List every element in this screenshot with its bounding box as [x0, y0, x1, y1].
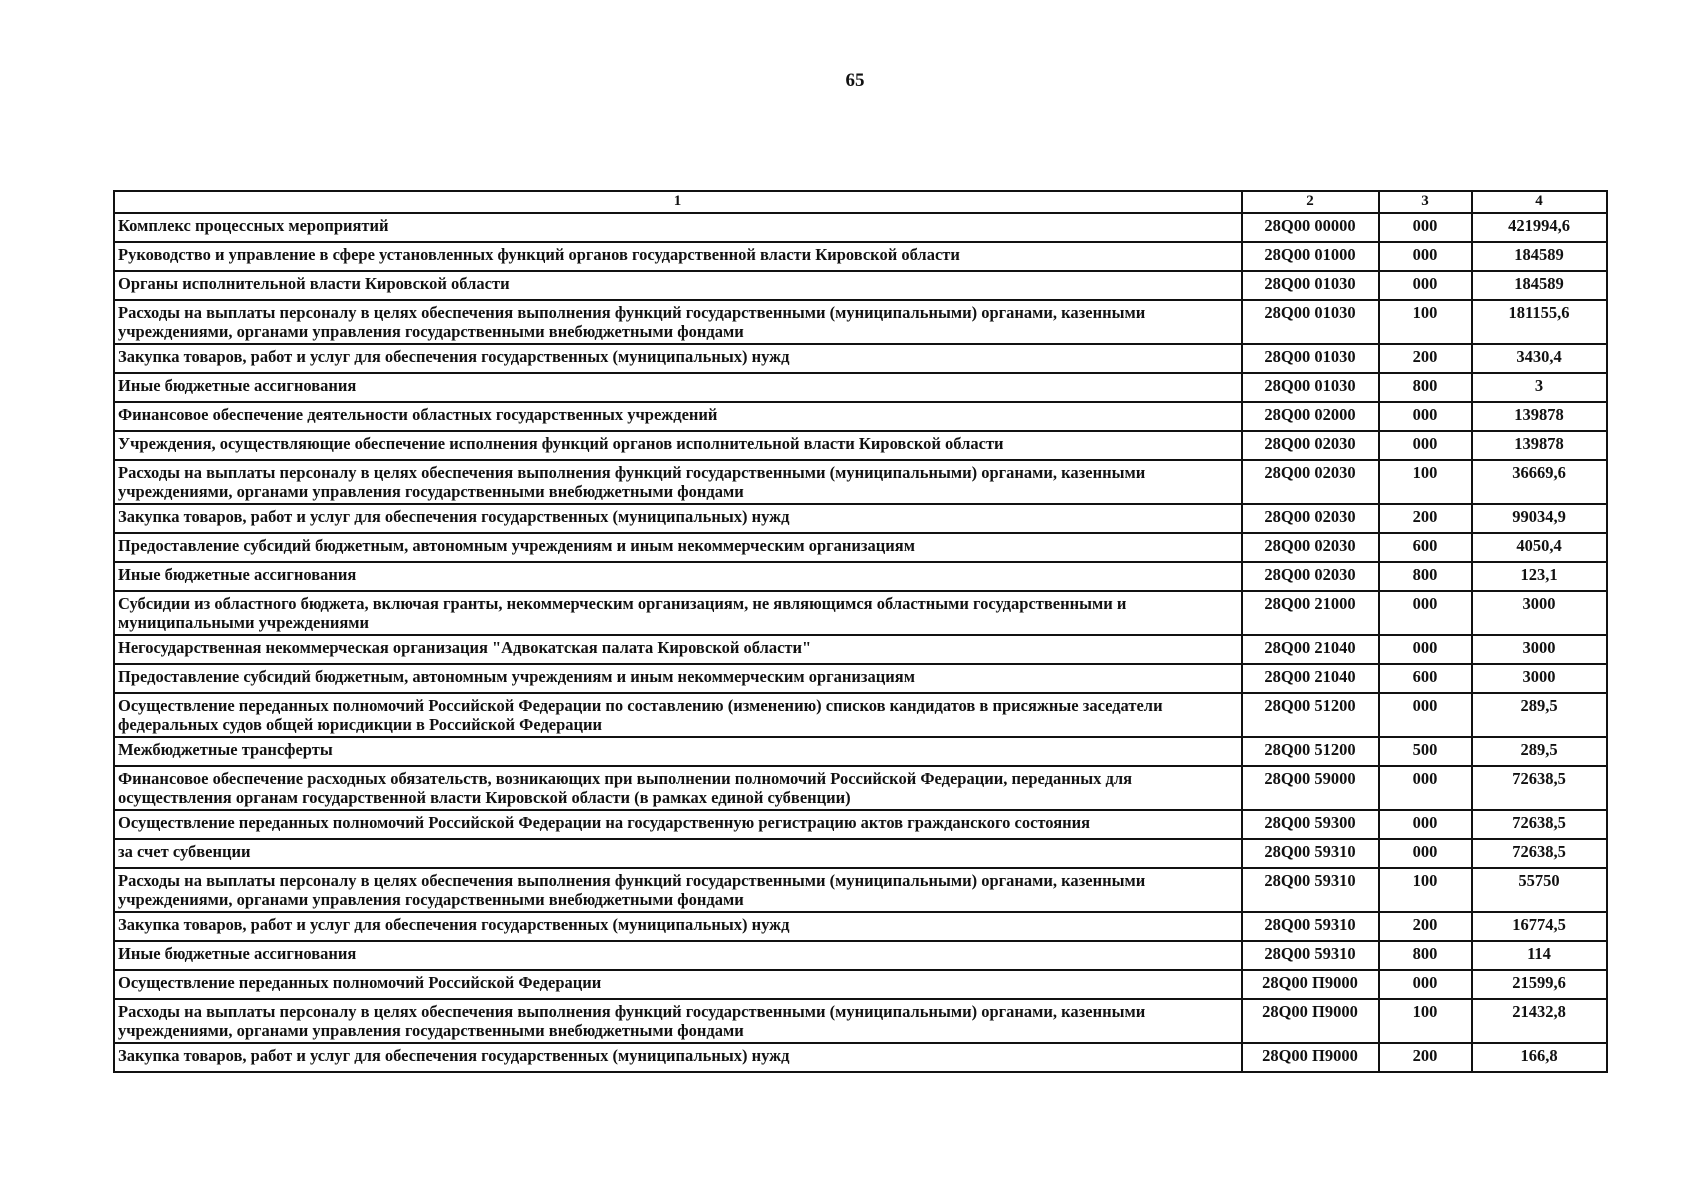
- row-name: Руководство и управление в сфере установленных функций органов государственной власти Кировской области: [114, 242, 1242, 271]
- row-code: 28Q00 01030: [1242, 271, 1379, 300]
- row-amount: 72638,5: [1472, 839, 1607, 868]
- table-row: [114, 941, 1607, 970]
- row-code: 28Q00 02030: [1242, 460, 1379, 504]
- row-expense-type: 200: [1379, 1043, 1472, 1072]
- row-code: 28Q00 59000: [1242, 766, 1379, 810]
- row-expense-type: 000: [1379, 635, 1472, 664]
- row-expense-type: 000: [1379, 970, 1472, 999]
- table-row: [114, 460, 1607, 504]
- row-name: Финансовое обеспечение деятельности областных государственных учреждений: [114, 402, 1242, 431]
- row-code: 28Q00 01030: [1242, 300, 1379, 344]
- row-expense-type: 000: [1379, 431, 1472, 460]
- row-amount: 21432,8: [1472, 999, 1607, 1043]
- column-header-2: 2: [1242, 191, 1379, 213]
- table-row: [114, 839, 1607, 868]
- row-amount: 421994,6: [1472, 213, 1607, 242]
- row-name: Расходы на выплаты персоналу в целях обеспечения выполнения функций государственными (муниципальными) органами, казенными учреждениями, органами управления государственными внебюджетными фондами: [114, 868, 1242, 912]
- column-header-3: 3: [1379, 191, 1472, 213]
- row-amount: 72638,5: [1472, 810, 1607, 839]
- row-code: 28Q00 00000: [1242, 213, 1379, 242]
- table-row: [114, 431, 1607, 460]
- row-expense-type: 100: [1379, 868, 1472, 912]
- row-name: Расходы на выплаты персоналу в целях обеспечения выполнения функций государственными (муниципальными) органами, казенными учреждениями, органами управления государственными внебюджетными фондами: [114, 300, 1242, 344]
- table-body: [114, 213, 1607, 1072]
- row-amount: 72638,5: [1472, 766, 1607, 810]
- table-row: [114, 664, 1607, 693]
- table-row: [114, 810, 1607, 839]
- row-name: Расходы на выплаты персоналу в целях обеспечения выполнения функций государственными (муниципальными) органами, казенными учреждениями, органами управления государственными внебюджетными фондами: [114, 460, 1242, 504]
- row-expense-type: 100: [1379, 999, 1472, 1043]
- row-expense-type: 800: [1379, 941, 1472, 970]
- row-expense-type: 000: [1379, 242, 1472, 271]
- row-expense-type: 000: [1379, 766, 1472, 810]
- row-name: Расходы на выплаты персоналу в целях обеспечения выполнения функций государственными (муниципальными) органами, казенными учреждениями, органами управления государственными внебюджетными фондами: [114, 999, 1242, 1043]
- table-row: [114, 970, 1607, 999]
- table-row: [114, 402, 1607, 431]
- row-amount: 114: [1472, 941, 1607, 970]
- row-expense-type: 000: [1379, 693, 1472, 737]
- table-row: [114, 344, 1607, 373]
- table-row: [114, 271, 1607, 300]
- row-amount: 55750: [1472, 868, 1607, 912]
- row-code: 28Q00 59310: [1242, 839, 1379, 868]
- row-name: Осуществление переданных полномочий Российской Федерации на государственную регистрацию актов гражданского состояния: [114, 810, 1242, 839]
- column-header-4: 4: [1472, 191, 1607, 213]
- row-expense-type: 100: [1379, 300, 1472, 344]
- table-row: [114, 300, 1607, 344]
- row-code: 28Q00 59310: [1242, 868, 1379, 912]
- row-name: Предоставление субсидий бюджетным, автономным учреждениям и иным некоммерческим организациям: [114, 533, 1242, 562]
- row-code: 28Q00 59310: [1242, 912, 1379, 941]
- row-name: Органы исполнительной власти Кировской области: [114, 271, 1242, 300]
- row-amount: 4050,4: [1472, 533, 1607, 562]
- row-name: Закупка товаров, работ и услуг для обеспечения государственных (муниципальных) нужд: [114, 1043, 1242, 1072]
- row-code: 28Q00 П9000: [1242, 1043, 1379, 1072]
- row-name: Иные бюджетные ассигнования: [114, 562, 1242, 591]
- row-expense-type: 600: [1379, 533, 1472, 562]
- row-code: 28Q00 02030: [1242, 431, 1379, 460]
- row-expense-type: 000: [1379, 810, 1472, 839]
- row-code: 28Q00 51200: [1242, 693, 1379, 737]
- row-name: Негосударственная некоммерческая организация "Адвокатская палата Кировской области": [114, 635, 1242, 664]
- row-code: 28Q00 02000: [1242, 402, 1379, 431]
- column-header-1: 1: [114, 191, 1242, 213]
- row-amount: 3430,4: [1472, 344, 1607, 373]
- row-amount: 36669,6: [1472, 460, 1607, 504]
- row-name: Закупка товаров, работ и услуг для обеспечения государственных (муниципальных) нужд: [114, 912, 1242, 941]
- row-code: 28Q00 01030: [1242, 373, 1379, 402]
- row-code: 28Q00 02030: [1242, 562, 1379, 591]
- row-code: 28Q00 02030: [1242, 533, 1379, 562]
- row-expense-type: 000: [1379, 213, 1472, 242]
- table-row: [114, 562, 1607, 591]
- row-expense-type: 200: [1379, 912, 1472, 941]
- table-row: [114, 868, 1607, 912]
- row-name: Субсидии из областного бюджета, включая гранты, некоммерческим организациям, не являющимся областными государственными и муниципальными учреждениями: [114, 591, 1242, 635]
- row-amount: 139878: [1472, 402, 1607, 431]
- row-name: Закупка товаров, работ и услуг для обеспечения государственных (муниципальных) нужд: [114, 504, 1242, 533]
- table-row: [114, 533, 1607, 562]
- row-name: Осуществление переданных полномочий Российской Федерации по составлению (изменению) списков кандидатов в присяжные заседатели федеральных судов общей юрисдикции в Российской Федерации: [114, 693, 1242, 737]
- table-row: [114, 242, 1607, 271]
- row-amount: 3: [1472, 373, 1607, 402]
- row-code: 28Q00 59310: [1242, 941, 1379, 970]
- row-name: Межбюджетные трансферты: [114, 737, 1242, 766]
- row-amount: 184589: [1472, 242, 1607, 271]
- row-code: 28Q00 01000: [1242, 242, 1379, 271]
- row-code: 28Q00 21040: [1242, 664, 1379, 693]
- row-expense-type: 200: [1379, 504, 1472, 533]
- row-expense-type: 000: [1379, 271, 1472, 300]
- row-code: 28Q00 21000: [1242, 591, 1379, 635]
- table-row: [114, 693, 1607, 737]
- row-expense-type: 800: [1379, 373, 1472, 402]
- row-amount: 184589: [1472, 271, 1607, 300]
- table-row: [114, 635, 1607, 664]
- row-expense-type: 800: [1379, 562, 1472, 591]
- row-amount: 3000: [1472, 635, 1607, 664]
- table-row: [114, 504, 1607, 533]
- table-row: [114, 766, 1607, 810]
- row-expense-type: 000: [1379, 839, 1472, 868]
- row-expense-type: 500: [1379, 737, 1472, 766]
- row-name: Финансовое обеспечение расходных обязательств, возникающих при выполнении полномочий Российской Федерации, переданных для осуществления органам государственной власти Кировской области (в рамках единой субвенции): [114, 766, 1242, 810]
- table-row: [114, 999, 1607, 1043]
- row-code: 28Q00 02030: [1242, 504, 1379, 533]
- table-row: [114, 1043, 1607, 1072]
- row-expense-type: 000: [1379, 591, 1472, 635]
- row-expense-type: 100: [1379, 460, 1472, 504]
- row-amount: 3000: [1472, 664, 1607, 693]
- row-code: 28Q00 21040: [1242, 635, 1379, 664]
- table-header-row: [114, 191, 1607, 213]
- row-amount: 16774,5: [1472, 912, 1607, 941]
- row-amount: 181155,6: [1472, 300, 1607, 344]
- row-name: за счет субвенции: [114, 839, 1242, 868]
- page-number: 65: [845, 70, 865, 91]
- row-name: Осуществление переданных полномочий Российской Федерации: [114, 970, 1242, 999]
- row-name: Закупка товаров, работ и услуг для обеспечения государственных (муниципальных) нужд: [114, 344, 1242, 373]
- row-amount: 123,1: [1472, 562, 1607, 591]
- row-amount: 289,5: [1472, 737, 1607, 766]
- row-expense-type: 600: [1379, 664, 1472, 693]
- row-amount: 139878: [1472, 431, 1607, 460]
- row-amount: 21599,6: [1472, 970, 1607, 999]
- table-row: [114, 591, 1607, 635]
- row-amount: 3000: [1472, 591, 1607, 635]
- row-name: Предоставление субсидий бюджетным, автономным учреждениям и иным некоммерческим организациям: [114, 664, 1242, 693]
- row-expense-type: 000: [1379, 402, 1472, 431]
- table-row: [114, 912, 1607, 941]
- row-name: Иные бюджетные ассигнования: [114, 941, 1242, 970]
- row-amount: 99034,9: [1472, 504, 1607, 533]
- table-row: [114, 213, 1607, 242]
- table-row: [114, 737, 1607, 766]
- row-code: 28Q00 51200: [1242, 737, 1379, 766]
- row-code: 28Q00 П9000: [1242, 999, 1379, 1043]
- budget-table: [113, 190, 1608, 1073]
- row-amount: 289,5: [1472, 693, 1607, 737]
- row-name: Иные бюджетные ассигнования: [114, 373, 1242, 402]
- row-name: Комплекс процессных мероприятий: [114, 213, 1242, 242]
- table-row: [114, 373, 1607, 402]
- row-code: 28Q00 01030: [1242, 344, 1379, 373]
- row-expense-type: 200: [1379, 344, 1472, 373]
- row-amount: 166,8: [1472, 1043, 1607, 1072]
- row-name: Учреждения, осуществляющие обеспечение исполнения функций органов исполнительной власти Кировской области: [114, 431, 1242, 460]
- row-code: 28Q00 П9000: [1242, 970, 1379, 999]
- row-code: 28Q00 59300: [1242, 810, 1379, 839]
